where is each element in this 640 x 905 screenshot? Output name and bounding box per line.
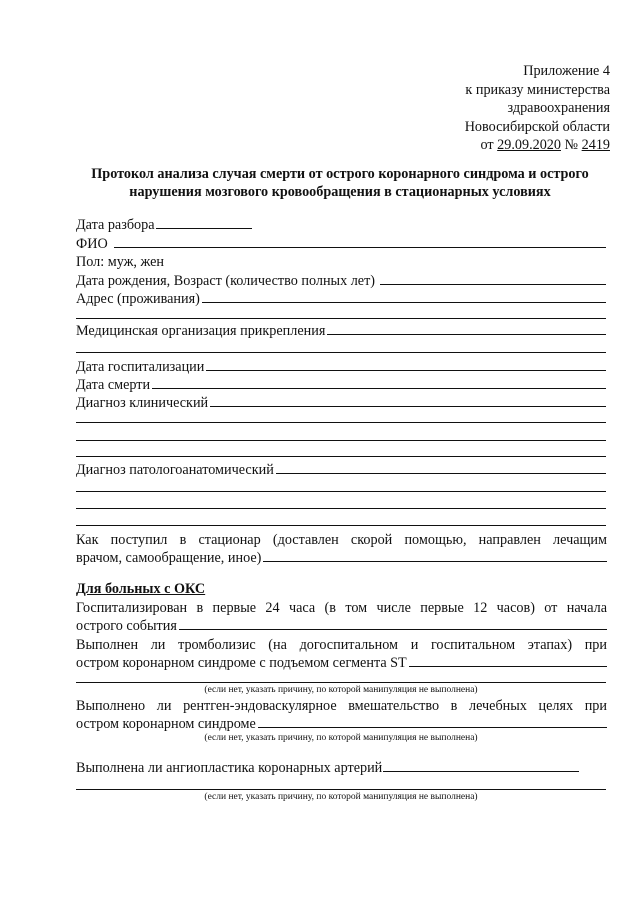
oks-q2-note: (если нет, указать причину, по которой манипуляция не выполнена) (204, 685, 478, 695)
admission-line-2: врачом, самообращение, иное) (76, 550, 262, 566)
oks-heading: Для больных с ОКС (76, 581, 206, 597)
oks-q4-note: (если нет, указать причину, по которой манипуляция не выполнена) (204, 792, 478, 802)
hosp-date-field[interactable] (76, 357, 606, 376)
appendix-line-2: к приказу министерства (465, 81, 610, 98)
patho-diag-label: Диагноз патологоанатомический (76, 462, 274, 478)
order-date: 29.09.2020 (497, 137, 561, 153)
fio-blank[interactable] (114, 234, 606, 248)
oks-q3 (76, 697, 607, 733)
address-blank[interactable] (202, 289, 606, 303)
title-line-2: нарушения мозгового кровообращения в стационарных условиях (129, 184, 551, 200)
oks-q3-line-2: остром коронарном синдроме (76, 716, 256, 732)
sex-label: Пол: муж, жен (76, 254, 165, 270)
appendix-header (465, 62, 610, 155)
oks-q2-line-1: Выполнен ли тромболизис (на догоспитальном и госпитальном этапах) при (76, 637, 607, 653)
protocol-title (70, 165, 610, 201)
med-org-label: Медицинская организация прикрепления (76, 323, 326, 339)
fio-field[interactable] (76, 234, 606, 253)
clinical-diag-field[interactable] (76, 393, 606, 412)
patho-diag-blank[interactable] (276, 460, 606, 474)
oks-q1-blank[interactable] (179, 617, 607, 630)
appendix-line-4: Новосибирской области (464, 118, 610, 135)
review-date-field[interactable] (76, 215, 606, 234)
birth-age-field[interactable] (76, 271, 606, 290)
med-org-blank-line-2[interactable] (76, 352, 606, 353)
order-number: 2419 (581, 137, 610, 153)
appendix-line-1: Приложение 4 (523, 63, 610, 79)
oks-q1-line-2: острого события (76, 618, 177, 634)
med-org-field[interactable] (76, 321, 606, 340)
address-field[interactable] (76, 289, 606, 308)
birth-age-label: Дата рождения, Возраст (количество полных лет) (76, 273, 376, 289)
review-date-label: Дата разбора (76, 217, 155, 233)
oks-q2-line-2-row[interactable] (76, 654, 607, 672)
oks-q4-label: Выполнена ли ангиопластика коронарных артерий (76, 760, 383, 776)
birth-age-blank[interactable] (380, 271, 606, 285)
oks-q4-reason-line[interactable] (76, 789, 606, 790)
oks-q2 (76, 636, 607, 672)
address-blank-line-2[interactable] (76, 318, 606, 319)
oks-q1-line-1: Госпитализирован в первые 24 часа (в том числе первые 12 часов) от начала (76, 600, 607, 616)
patho-diag-line-3[interactable] (76, 508, 606, 509)
number-sign: № (564, 137, 579, 153)
oks-q1-line-2-row[interactable] (76, 617, 607, 635)
oks-q2-blank[interactable] (409, 654, 607, 667)
oks-q4-field[interactable] (76, 758, 606, 777)
death-date-field[interactable] (76, 375, 606, 394)
clinical-diag-line-3[interactable] (76, 440, 606, 441)
oks-q3-line-1: Выполнено ли рентген-эндоваскулярное вмешательство в лечебных целях при (76, 698, 607, 714)
patho-diag-line-4[interactable] (76, 525, 606, 526)
review-date-blank[interactable] (156, 215, 252, 229)
address-label: Адрес (проживания) (76, 291, 200, 307)
clinical-diag-line-4[interactable] (76, 456, 606, 457)
admission-blank[interactable] (263, 549, 607, 562)
fio-label: ФИО (76, 236, 108, 252)
date-prefix: от (480, 137, 494, 153)
patho-diag-field[interactable] (76, 460, 606, 479)
med-org-blank[interactable] (327, 321, 606, 335)
hosp-date-label: Дата госпитализации (76, 359, 205, 375)
clinical-diag-blank[interactable] (210, 393, 606, 407)
clinical-diag-label: Диагноз клинический (76, 395, 209, 411)
oks-q3-blank[interactable] (258, 715, 607, 728)
patho-diag-line-2[interactable] (76, 491, 606, 492)
death-date-label: Дата смерти (76, 377, 151, 393)
oks-q2-reason-line[interactable] (76, 682, 606, 683)
death-date-blank[interactable] (152, 375, 606, 389)
admission-line-1: Как поступил в стационар (доставлен скорой помощью, направлен лечащим (76, 532, 607, 548)
sex-field (76, 253, 606, 272)
clinical-diag-line-2[interactable] (76, 422, 606, 423)
oks-q2-line-2: остром коронарном синдроме с подъемом сегмента ST (76, 655, 407, 671)
appendix-line-3: здравоохранения (507, 100, 610, 116)
oks-q3-note: (если нет, указать причину, по которой манипуляция не выполнена) (204, 733, 478, 743)
hosp-date-blank[interactable] (206, 357, 606, 371)
oks-q3-line-2-row[interactable] (76, 715, 607, 733)
title-line-1: Протокол анализа случая смерти от острого коронарного синдрома и острого (91, 166, 589, 182)
oks-q1 (76, 599, 607, 635)
admission-line-2-row[interactable] (76, 549, 607, 567)
appendix-order-ref (465, 136, 610, 155)
admission-question (76, 531, 607, 567)
oks-q4-blank[interactable] (383, 758, 579, 772)
